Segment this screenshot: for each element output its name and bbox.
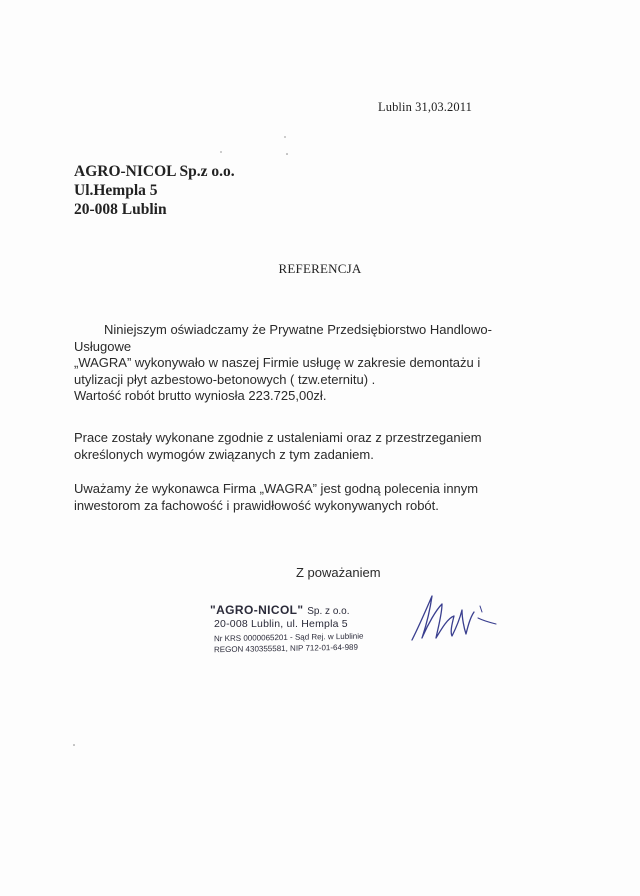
- stamp-company-name: [204, 603, 363, 617]
- paragraph-line: Wartość robót brutto wyniosła 223.725,00zł.: [74, 388, 327, 403]
- paragraph-reference: [74, 322, 544, 405]
- paper-speck: [73, 744, 75, 746]
- paper-speck: [286, 153, 288, 155]
- stamp-regon: REGON 430355581, NIP 712-01-64-989: [214, 642, 358, 655]
- letter-date: Lublin 31,03.2011: [378, 100, 472, 114]
- stamp-address: 20-008 Lublin, ul. Hempla 5: [214, 618, 348, 630]
- company-stamp: [204, 603, 363, 653]
- paper-speck: [220, 151, 222, 153]
- stamp-name-text: "AGRO-NICOL": [210, 603, 304, 617]
- handwritten-signature: [398, 588, 508, 668]
- document-title: REFERENCJA: [278, 261, 362, 276]
- paragraph-line: Prace zostały wykonane zgodnie z ustaleniami oraz z przestrzeganiem: [74, 430, 482, 445]
- sender-address: [74, 162, 235, 219]
- stamp-name-suffix: Sp. z o.o.: [307, 606, 350, 617]
- paragraph-compliance: [74, 430, 544, 463]
- paragraph-line: utylizacji płyt azbestowo-betonowych ( tzw.eternitu) .: [74, 371, 376, 387]
- paper-speck: [284, 136, 286, 138]
- paragraph-line: inwestorom za fachowość i prawidłowość wykonywanych robót.: [74, 497, 439, 513]
- sender-city: 20-008 Lublin: [74, 201, 167, 218]
- paragraph-line: „WAGRA” wykonywało w naszej Firmie usługę w zakresie demontażu i: [74, 355, 481, 370]
- paragraph-line: Niniejszym oświadczamy że Prywatne Przedsiębiorstwo Handlowo-: [104, 322, 492, 337]
- closing-salutation: Z poważaniem: [296, 565, 381, 580]
- paragraph-line: Usługowe: [74, 338, 132, 354]
- sender-name: AGRO-NICOL Sp.z o.o.: [74, 163, 235, 180]
- paragraph-line: określonych wymogów związanych z tym zadaniem.: [74, 446, 374, 462]
- stamp-krs: Nr KRS 0000065201 - Sąd Rej. w Lublinie: [214, 631, 364, 644]
- paragraph-line: Uważamy że wykonawca Firma „WAGRA” jest godną polecenia innym: [74, 481, 479, 496]
- sender-street: Ul.Hempla 5: [74, 182, 158, 199]
- paragraph-recommendation: [74, 481, 544, 514]
